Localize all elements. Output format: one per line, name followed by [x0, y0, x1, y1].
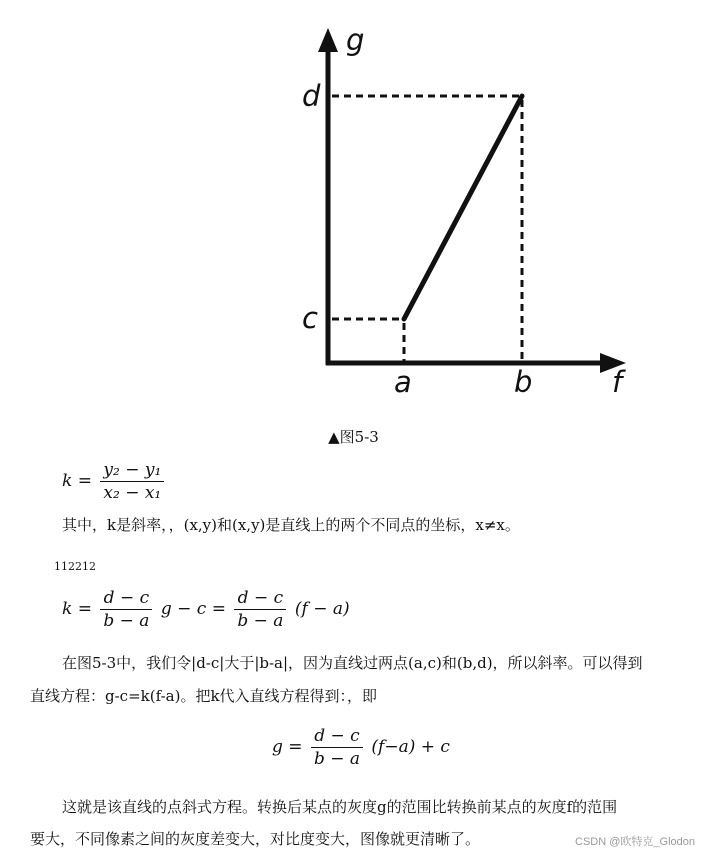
f3-numerator: d − c — [311, 726, 363, 748]
y-axis-arrow — [318, 28, 338, 52]
slope-lhs: k — [62, 471, 73, 491]
label-a: a — [394, 365, 412, 399]
paragraph-2-line-1: 在图5-3中，我们令|d-c|大于|b-a|，因为直线过两点(a,c)和(b,d)，所以斜率。可以得到 — [62, 654, 643, 672]
line-equation-formula — [272, 726, 450, 769]
f2-fraction-2 — [234, 588, 286, 631]
f2-denominator-2: b − a — [237, 611, 284, 631]
paragraph-2-line-2: 直线方程：g-c=k(f-a)。把k代入直线方程得到：，即 — [30, 687, 378, 705]
label-d: d — [302, 79, 321, 113]
slope-substitution-formula — [62, 588, 350, 631]
watermark: CSDN @欧特克_Glodon — [575, 836, 695, 848]
f2-tail: (f − a) — [294, 599, 350, 619]
f2-fraction-1 — [100, 588, 152, 631]
slope-denominator: x₂ − x₁ — [103, 483, 162, 503]
f3-tail: (f−a) + c — [371, 737, 450, 757]
f2-denominator-1: b − a — [103, 611, 150, 631]
f2-eq: = — [77, 599, 92, 619]
slope-formula — [62, 460, 167, 503]
f3-denominator: b − a — [313, 749, 361, 769]
label-c: c — [302, 301, 318, 335]
line-transform-figure — [290, 20, 640, 400]
label-b: b — [514, 365, 533, 399]
f2-numerator-1: d − c — [100, 588, 152, 610]
paragraph-3-line-1: 这就是该直线的点斜式方程。转换后某点的灰度g的范围比转换前某点的灰度f的范围 — [62, 798, 618, 816]
slope-eq: = — [77, 471, 92, 491]
paragraph-3-line-2: 要大，不同像素之间的灰度差变大，对比度变大，图像就更清晰了。 — [30, 830, 481, 848]
stray-digits: 112212 — [54, 560, 96, 573]
slope-numerator: y₂ − y₁ — [100, 460, 164, 482]
label-f: f — [612, 365, 623, 399]
f2-lhs: k — [62, 599, 73, 619]
f2-numerator-2: d − c — [234, 588, 286, 610]
label-g: g — [346, 23, 365, 57]
f3-lhs: g = — [272, 737, 303, 757]
slope-fraction — [100, 460, 164, 503]
f2-mid: g − c = — [160, 599, 226, 619]
transform-line — [404, 96, 522, 319]
f3-fraction — [311, 726, 363, 769]
figure-caption: ▲图5-3 — [328, 428, 379, 446]
paragraph-1: 其中，k是斜率，，(x,y)和(x,y)是直线上的两个不同点的坐标，x≠x。 — [62, 516, 520, 534]
